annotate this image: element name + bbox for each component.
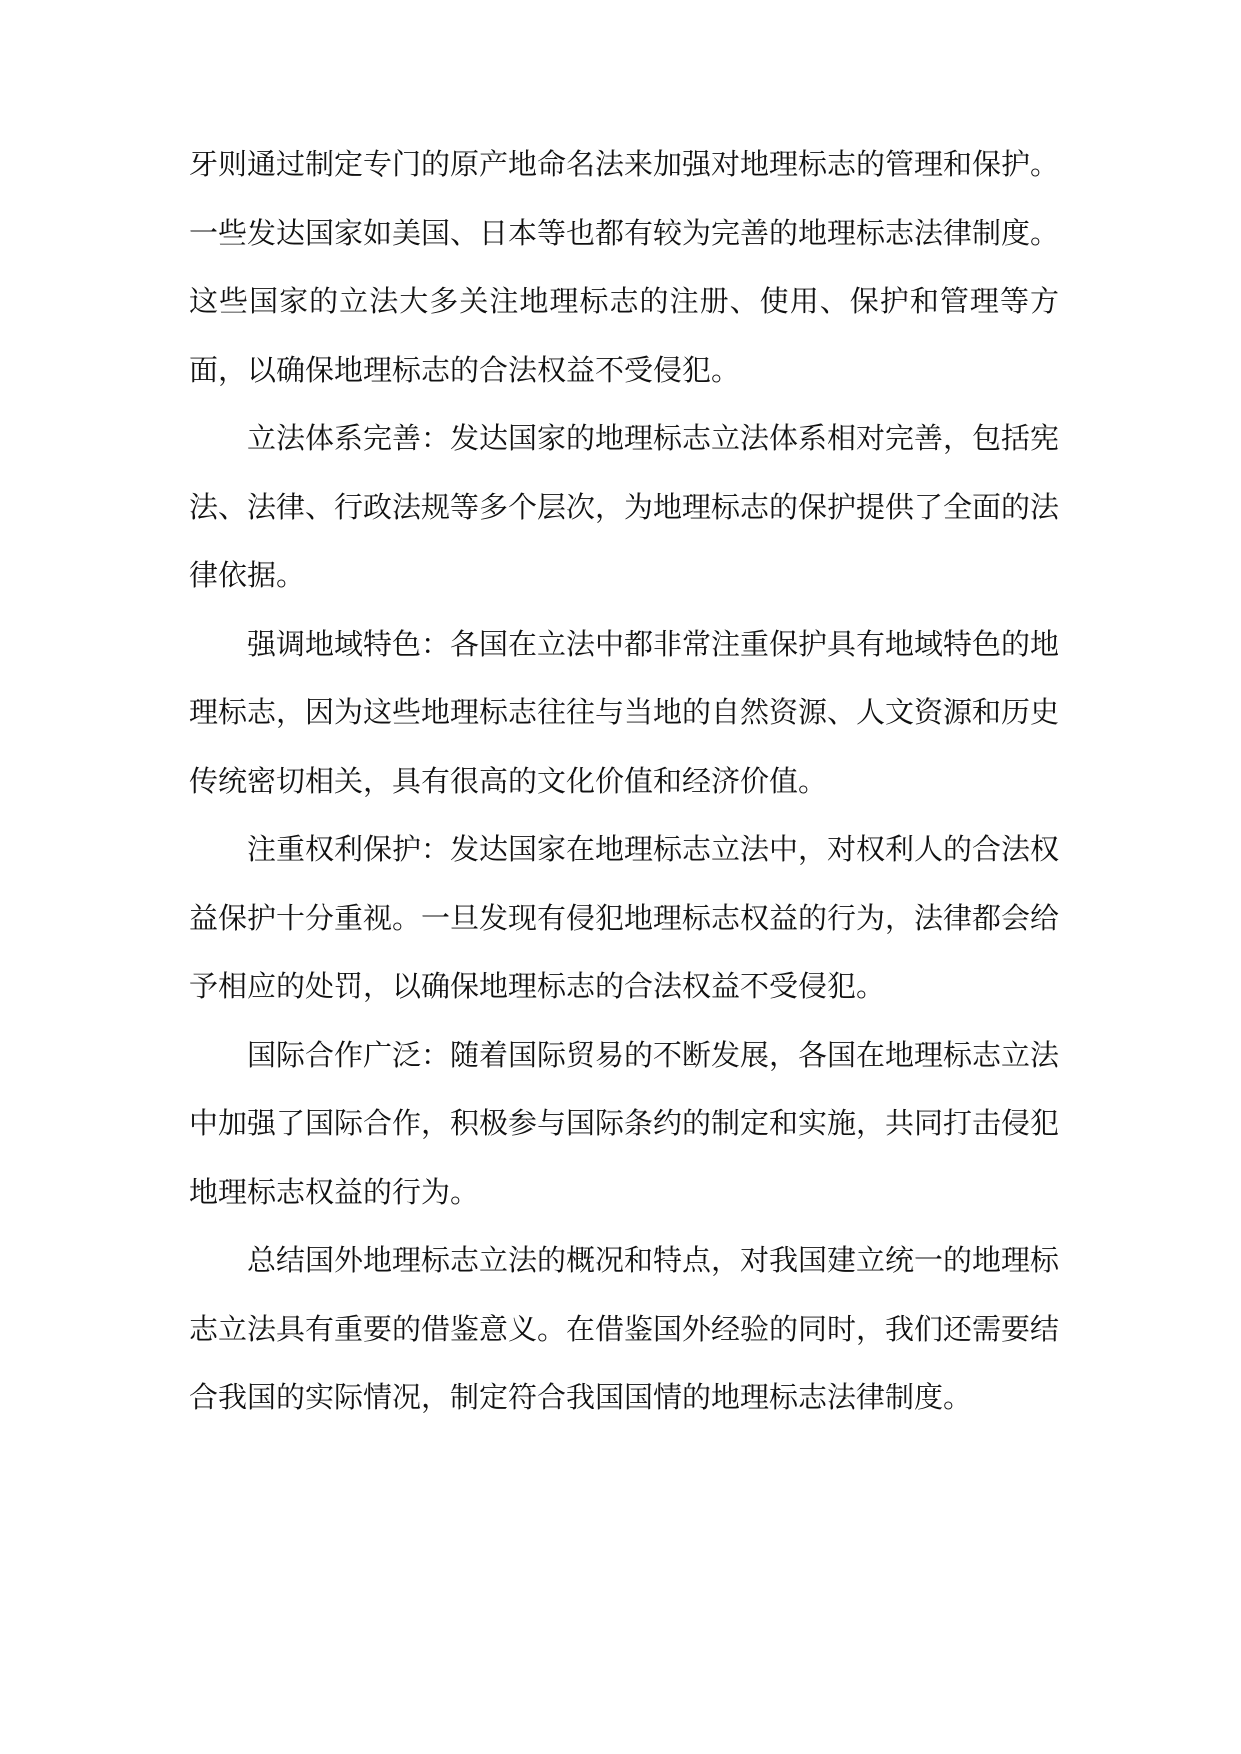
- paragraph-international-cooperation: 国际合作广泛：随着国际贸易的不断发展，各国在地理标志立法中加强了国际合作，积极参与国际条约的制定和实施，共同打击侵犯地理标志权益的行为。: [189, 1037, 1060, 1209]
- paragraph-continuation: 牙则通过制定专门的原产地命名法来加强对地理标志的管理和保护。一些发达国家如美国、日本等也都有较为完善的地理标志法律制度。这些国家的立法大多关注地理标志的注册、使用、保护和管理等方面，以确保地理标志的合法权益不受侵犯。: [189, 147, 1060, 387]
- paragraph-summary: 总结国外地理标志立法的概况和特点，对我国建立统一的地理标志立法具有重要的借鉴意义。在借鉴国外经验的同时，我们还需要结合我国的实际情况，制定符合我国国情的地理标志法律制度。: [189, 1243, 1060, 1414]
- paragraph-regional-features: 强调地域特色：各国在立法中都非常注重保护具有地域特色的地理标志，因为这些地理标志往往与当地的自然资源、人文资源和历史传统密切相关，具有很高的文化价值和经济价值。: [189, 626, 1060, 798]
- document-body: [189, 130, 1059, 1432]
- paragraph-rights-protection: 注重权利保护：发达国家在地理标志立法中，对权利人的合法权益保护十分重视。一旦发现有侵犯地理标志权益的行为，法律都会给予相应的处罚，以确保地理标志的合法权益不受侵犯。: [189, 832, 1060, 1003]
- paragraph-legislative-system: 立法体系完善：发达国家的地理标志立法体系相对完善，包括宪法、法律、行政法规等多个层次，为地理标志的保护提供了全面的法律依据。: [189, 421, 1060, 592]
